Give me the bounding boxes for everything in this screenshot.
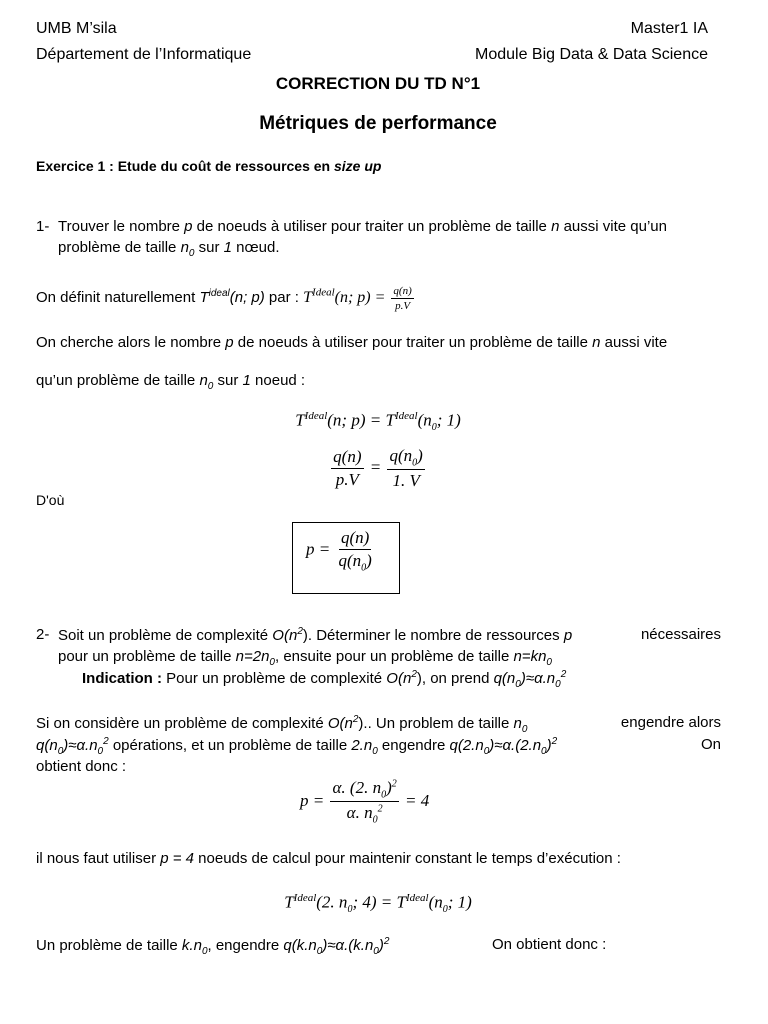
p1-one: 1 (242, 372, 251, 389)
frac-num: q(n) (331, 447, 363, 469)
superscript: 2 (103, 736, 109, 747)
frac-den: p.V (395, 300, 411, 312)
q1-one: 1 (223, 239, 233, 256)
lhs: (n; p) = (334, 289, 390, 307)
p2-text: engendre alors (620, 714, 721, 731)
subscript: 0 (316, 946, 323, 957)
q1-var-n0 (180, 239, 195, 259)
equation-2 (0, 446, 756, 491)
exercise-label-italic: size up (334, 158, 382, 174)
superscript: 2 (391, 778, 397, 790)
p2-text: opérations, et un problème de taille (108, 737, 352, 754)
p2-O: O(n (327, 715, 353, 732)
sup-Ideal: Ideal (293, 892, 317, 904)
p3-text: il nous faut utiliser (36, 850, 161, 867)
p4-q: q(k.n (283, 937, 317, 954)
p2-text: Si on considère un problème de complexité (36, 715, 328, 732)
sup-Ideal: Ideal (304, 410, 328, 422)
exercise-heading (36, 158, 381, 174)
p2-q: q(n (36, 737, 58, 754)
subscript: 0 (373, 946, 379, 957)
subscript: 0 (521, 724, 528, 735)
definition-line (36, 285, 416, 312)
q1-text: nœud. (232, 239, 280, 256)
equation-3 (300, 778, 429, 826)
q2-text: ). Déterminer le nombre de ressources (302, 627, 564, 644)
question-2-line-1 (58, 626, 721, 644)
definition-formula (303, 285, 416, 312)
q2-text: nécessaires (640, 626, 721, 643)
superscript: 2 (352, 714, 359, 725)
p2-q4: )≈α.(2.n (489, 737, 542, 754)
q1-text: de noeuds à utiliser pour traiter un problème de taille (192, 218, 552, 235)
subscript: 0 (269, 657, 275, 668)
p1-var-p: p (225, 334, 234, 351)
page-title: CORRECTION DU TD N°1 (275, 74, 481, 93)
rhs-end: ; 1) (447, 892, 472, 912)
exercise-label: Exercice 1 : Etude du coût de ressources en (36, 158, 334, 174)
def-T (199, 289, 264, 306)
p4-q2: )≈α.(k.n (322, 937, 374, 954)
indication-label: Indication : (82, 670, 162, 687)
paragraph-3 (36, 850, 621, 867)
q2-text: , ensuite pour un problème de taille (274, 648, 514, 665)
subscript: 0 (188, 248, 195, 259)
rhs: (n (428, 892, 443, 912)
boxed-fraction (336, 528, 373, 573)
paragraph-1-line-2 (36, 372, 305, 392)
boxed-result (306, 528, 376, 573)
paragraph-4: Un problème de taille $k.n_0$, engendre $q(k.n_0)\approx\alpha.(k.n_0)^2$ (36, 936, 390, 957)
p2-n: n (513, 715, 522, 732)
p1-text: aussi vite (600, 334, 668, 351)
q1-text: Trouver le nombre (58, 218, 185, 235)
frac-den: p.V (335, 470, 359, 490)
subscript: 0 (546, 657, 552, 668)
q2-n: n=2n (235, 648, 270, 665)
subscript: 0 (207, 381, 214, 392)
p2-q2: )≈α.n (63, 737, 98, 754)
frac-den: q(n (338, 551, 362, 570)
p2-2n: 2.n (351, 737, 373, 754)
T: T (303, 289, 313, 307)
lhs: (2. n (316, 892, 348, 912)
paragraph-2-line-1 (36, 714, 721, 735)
subscript: 0 (347, 904, 353, 916)
q1-text: sur (194, 239, 224, 256)
eq2-fraction-right (387, 446, 424, 491)
subscript: 0 (57, 746, 64, 757)
T: T (385, 410, 395, 430)
frac-den: α. n (346, 803, 373, 823)
p3-text: noeuds de calcul pour maintenir constant le temps d’exécution : (194, 850, 621, 867)
p4-text: Un problème de taille (36, 937, 182, 954)
question-2-indication (82, 669, 566, 690)
master-label: Master1 IA (630, 20, 708, 37)
p4-kn: k.n (181, 937, 202, 954)
mid: ; 4) = (352, 892, 397, 912)
frac-den: 1. V (392, 471, 420, 491)
def-text: par : (264, 289, 304, 307)
p2-text: ).. Un problem de taille (358, 715, 514, 732)
rhs-end: ; 1) (436, 410, 461, 430)
subscript: 0 (412, 457, 418, 469)
q1-var-n: n (551, 218, 560, 235)
sup-Ideal: Ideal (394, 410, 418, 422)
subscript: 0 (555, 679, 561, 690)
p1-text: de noeuds à utiliser pour traiter un problème de taille (233, 334, 593, 351)
paragraph-4-conclusion: On obtient donc : (492, 936, 607, 953)
args: (n; p) (229, 289, 265, 307)
q2-var-p: p (563, 627, 573, 644)
p2-q3: q(2.n (449, 737, 484, 754)
p1-text: sur (213, 372, 243, 389)
superscript: 2 (377, 803, 383, 815)
q2-text: pour un problème de taille (58, 648, 236, 665)
equals: = (369, 457, 382, 477)
subscript: 0 (372, 746, 378, 757)
p1-var-n: n (592, 334, 601, 351)
subscript: 0 (541, 746, 547, 757)
q2-q: q(n (493, 670, 516, 687)
q2-O: O(n (386, 670, 412, 687)
subscript: 0 (372, 814, 378, 826)
p1-text: On cherche alors le nombre (36, 334, 226, 351)
sup-Ideal: Ideal (312, 286, 335, 299)
subscript: 0 (201, 946, 208, 957)
frac-num: α. (2. n (332, 778, 382, 797)
T: T (396, 892, 406, 912)
rhs: = 4 (400, 790, 430, 810)
q2-q2: )≈α.n (520, 670, 556, 687)
module-name: Module Big Data & Data Science (474, 46, 708, 63)
lhs: p = (306, 539, 335, 559)
p1-var-n0 (199, 372, 214, 392)
q2-text: Soit un problème de complexité (58, 627, 273, 644)
n: n (199, 372, 208, 389)
frac-num: q(n (389, 446, 413, 465)
q2-text: Pour un problème de complexité (162, 670, 387, 687)
q2-kn: n=kn (513, 648, 547, 665)
T: T (284, 892, 294, 912)
subscript: 0 (361, 562, 367, 574)
paragraph-1-line-1 (36, 334, 667, 351)
department-name: Département de l’Informatique (36, 46, 252, 63)
eq2-fraction-left (331, 447, 363, 490)
q1-text: problème de taille (58, 239, 181, 256)
question-1-text (58, 216, 721, 264)
superscript: 2 (411, 669, 417, 680)
superscript: 2 (560, 669, 567, 680)
q1-n: n (180, 239, 189, 256)
question-2-line-2 (58, 648, 552, 668)
p1-text: qu’un problème de taille (36, 372, 200, 389)
sup-ideal: ideal (208, 288, 230, 300)
T: T (199, 289, 209, 307)
q2-O: O(n (272, 627, 298, 644)
p2-text: engendre (377, 737, 450, 754)
subscript: 0 (381, 789, 387, 801)
def-text: On définit naturellement (36, 289, 200, 307)
p3-var-p: p = 4 (160, 850, 195, 867)
subscript: 0 (431, 422, 437, 434)
frac-num: q(n) (339, 528, 371, 550)
q2-text: ), on prend (416, 670, 494, 687)
superscript: 2 (297, 626, 303, 637)
superscript: 2 (551, 736, 558, 747)
frac-num: q(n) (393, 285, 412, 297)
frac-num-end: ) (417, 446, 423, 465)
subscript: 0 (483, 746, 490, 757)
p4-text: , engendre (207, 937, 284, 954)
question-1-number: 1- (36, 218, 50, 235)
frac-den-end: ) (366, 551, 372, 570)
lhs: p = (300, 790, 329, 810)
definition-fraction (391, 285, 413, 312)
subscript: 0 (515, 679, 521, 690)
p1-text: noeud : (250, 372, 306, 389)
p2-text: On (700, 736, 721, 753)
rhs: (n (417, 410, 432, 430)
paragraph-2-line-2: $q(n_0)\approx\alpha.n_0^2$ opérations, et un problème de taille $2.n_0$ engendre $q(2.n_0)\approx\alpha.(2.n_0)^2$ On (36, 736, 721, 757)
superscript: 2 (383, 936, 390, 947)
q1-var-p: p (184, 218, 193, 235)
dou-label: D'où (36, 492, 65, 508)
sup-Ideal: Ideal (405, 892, 429, 904)
q1-text: aussi vite qu’un (559, 218, 667, 235)
question-2-number: 2- (36, 626, 50, 643)
subscript: 0 (97, 746, 104, 757)
eq3-fraction: $\frac{\alpha. (2. n_0)^2}{\alpha. n_0^2}$ (332, 778, 397, 826)
subscript: 0 (442, 904, 448, 916)
T: T (295, 410, 305, 430)
equation-1 (0, 410, 756, 433)
paragraph-2-line-3: obtient donc : (36, 758, 127, 775)
equation-4 (0, 892, 756, 915)
page-subtitle: Métriques de performance (259, 113, 497, 134)
lhs: (n; p) = (327, 410, 386, 430)
university-name: UMB M’sila (36, 20, 117, 37)
